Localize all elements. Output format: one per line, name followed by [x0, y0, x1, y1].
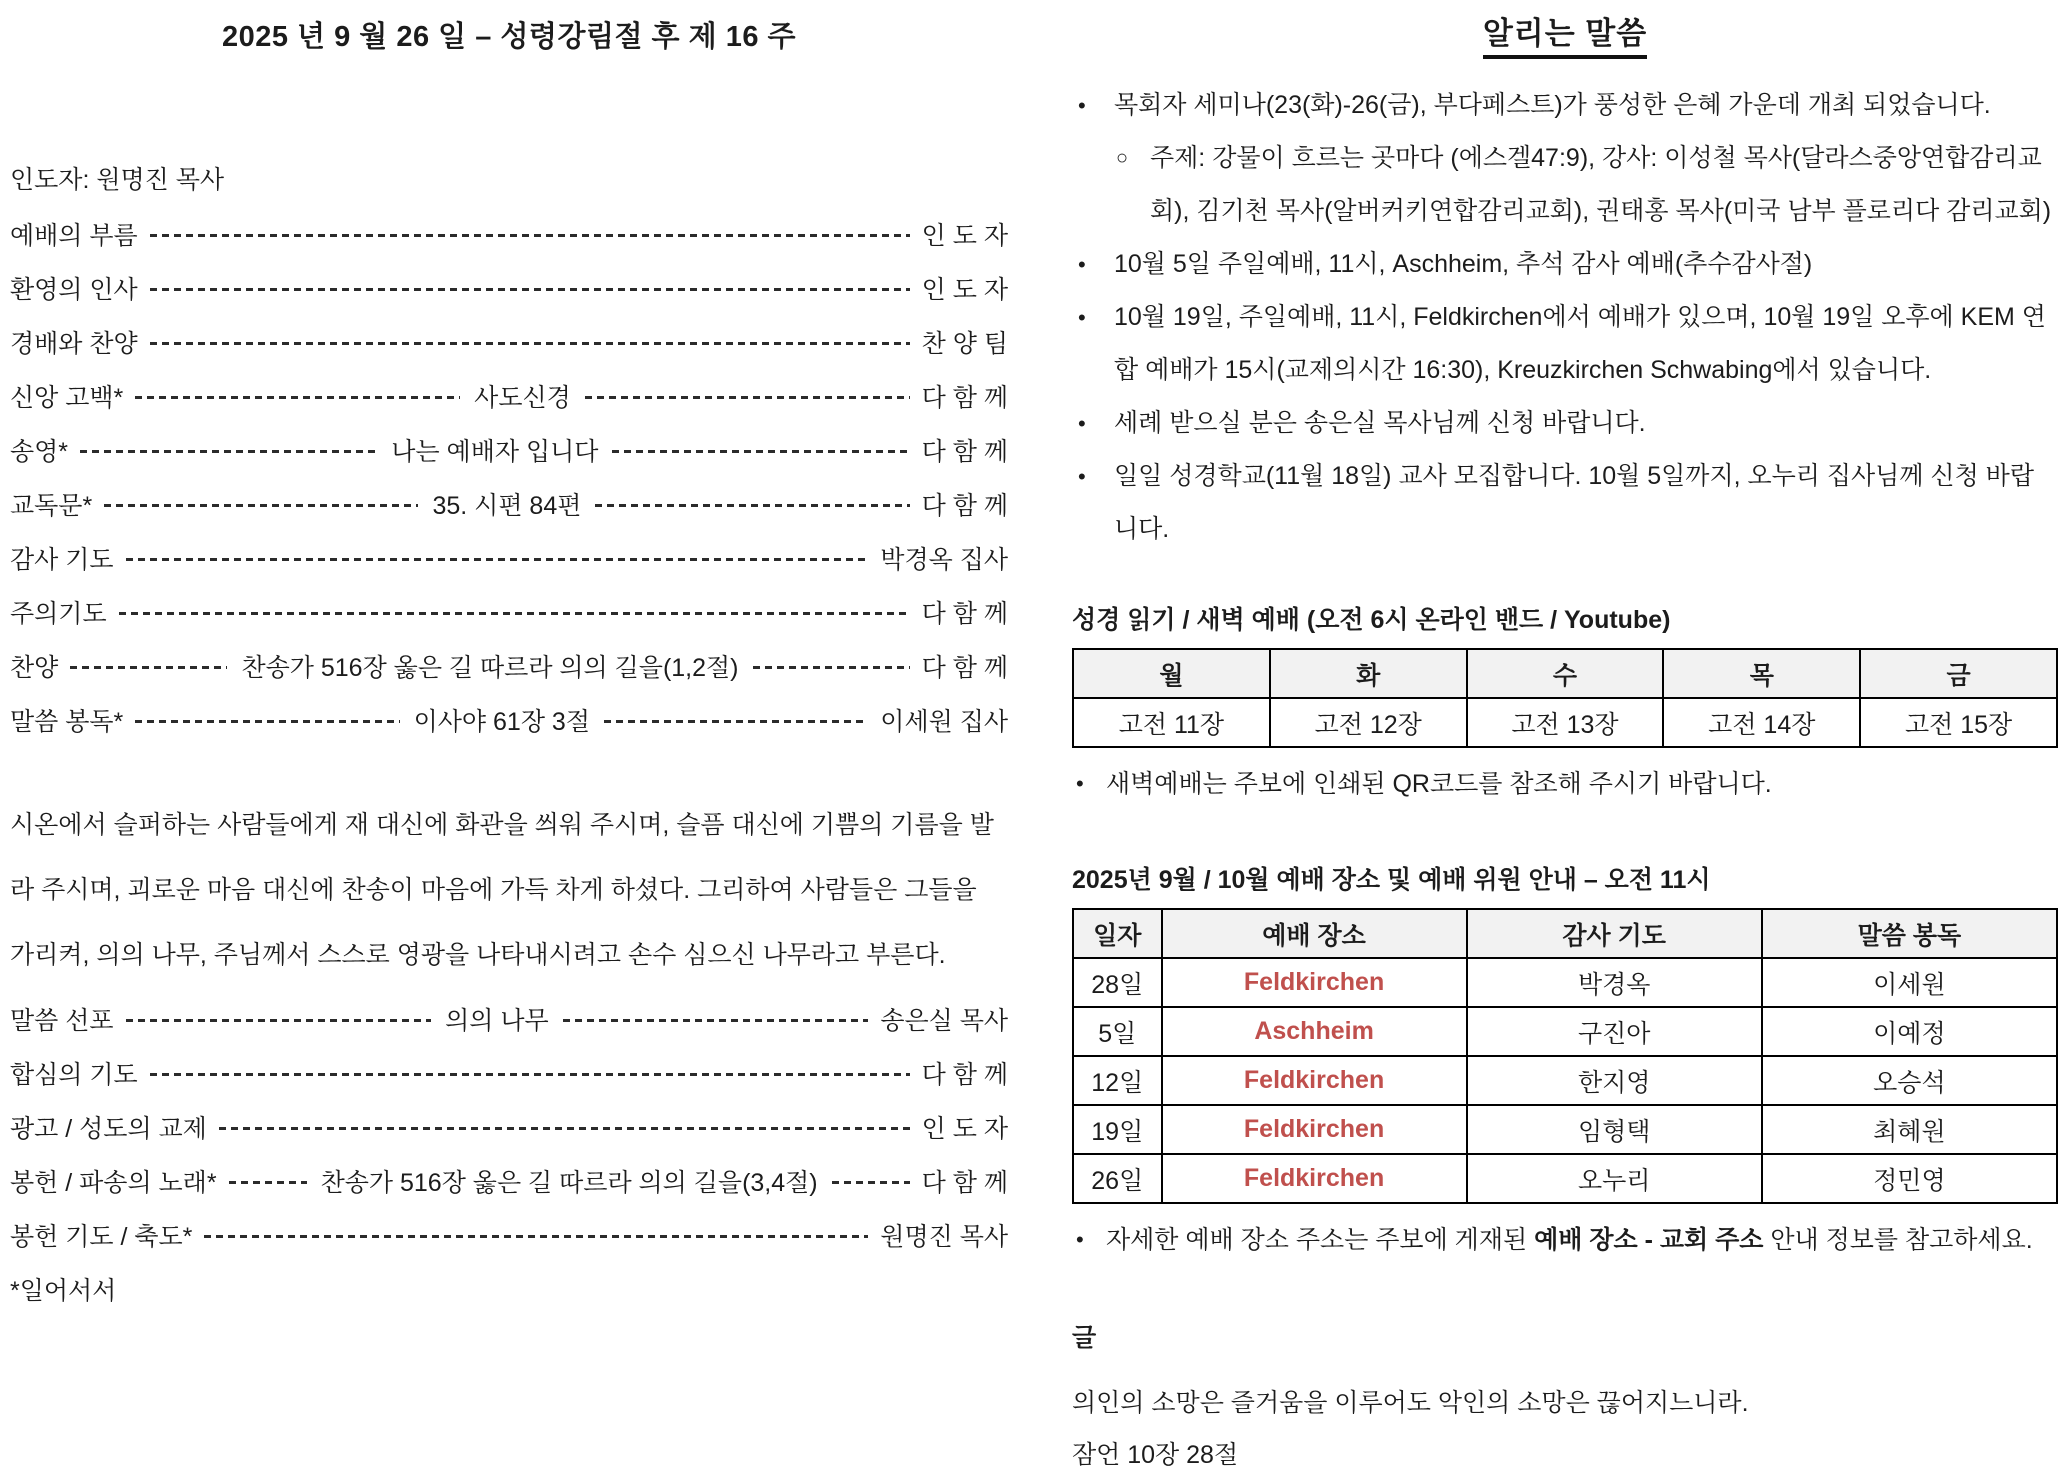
- bullet-icon: •: [1076, 771, 1084, 796]
- dotted-leader: [70, 666, 227, 669]
- date-cell: 19일: [1073, 1105, 1162, 1154]
- announcements-column: [1072, 0, 2058, 1480]
- order-item-who: 인 도 자: [921, 222, 1008, 250]
- order-row: [10, 477, 1008, 531]
- order-item-label: 합심의 기도: [10, 1061, 138, 1089]
- dotted-leader: [585, 396, 910, 399]
- order-item-detail: 사도신경: [474, 384, 571, 412]
- order-item-label: 경배와 찬양: [10, 330, 138, 358]
- reading-cell: 고전 13장: [1467, 698, 1664, 747]
- bullet-icon: •: [1078, 411, 1086, 436]
- order-item-label: 광고 / 성도의 교제: [10, 1115, 207, 1143]
- announcement-item: [1072, 238, 2058, 291]
- announcement-text: 세례 받으실 분은 송은실 목사님께 신청 바랍니다.: [1114, 409, 1646, 437]
- table-row: [1073, 698, 2057, 747]
- reading-note-text: 새벽예배는 주보에 인쇄된 QR코드를 참조해 주시기 바랍니다.: [1106, 770, 1772, 798]
- date-cell: 12일: [1073, 1056, 1162, 1105]
- quote-heading: 글: [1072, 1324, 1097, 1352]
- bullet-icon: •: [1076, 1227, 1084, 1252]
- date-cell: 26일: [1073, 1154, 1162, 1203]
- bullet-icon: •: [1078, 93, 1086, 118]
- announcement-item: [1072, 450, 2058, 556]
- order-row: [10, 585, 1008, 639]
- dotted-leader: [753, 666, 910, 669]
- worship-leader-line: 인도자: 원명진 목사: [10, 166, 225, 194]
- dotted-leader: [126, 1019, 432, 1022]
- dotted-leader: [604, 720, 868, 723]
- column-header: 목: [1663, 649, 1860, 698]
- announcement-item: [1072, 291, 2058, 397]
- announcement-subtext: 주제: 강물이 흐르는 곳마다 (에스겔47:9), 강사: 이성철 목사(달라스중앙연합감리교회), 김기천 목사(알버커키연합감리교회), 권태홍 목사(미국 남부 플로리다 감리교회): [1150, 144, 2052, 225]
- order-item-detail: 35. 시편 84편: [432, 492, 582, 520]
- announcement-text: 10월 19일, 주일예배, 11시, Feldkirchen에서 예배가 있으며, 10월 19일 오후에 KEM 연합 예배가 15시(교제의시간 16:30), Kreuzkirchen Schwabing에서 있습니다.: [1114, 303, 2046, 384]
- reading-cell: 고전 14장: [1663, 698, 1860, 747]
- stand-footnote: *일어서서: [10, 1277, 117, 1305]
- order-row: [10, 639, 1008, 693]
- reading-cell: 정민영: [1762, 1154, 2057, 1203]
- order-item-who: 원명진 목사: [880, 1223, 1008, 1251]
- dotted-leader: [104, 504, 418, 507]
- announcement-subitem: [1072, 132, 2058, 238]
- reading-cell: 이예정: [1762, 1007, 2057, 1056]
- schedule-note-text: [1106, 1214, 2033, 1266]
- order-item-who: 인 도 자: [921, 1115, 1008, 1143]
- date-cell: 28일: [1073, 958, 1162, 1007]
- worship-title: 2025 년 9 월 26 일 – 성령강림절 후 제 16 주: [221, 21, 797, 53]
- bullet-icon: •: [1078, 464, 1086, 489]
- order-item-label: 감사 기도: [10, 546, 114, 574]
- dotted-leader: [80, 450, 377, 453]
- order-item-label: 송영*: [10, 438, 69, 466]
- order-item-label: 말씀 봉독*: [10, 708, 124, 736]
- place-cell: Feldkirchen: [1162, 1154, 1467, 1203]
- announcement-text: 10월 5일 주일예배, 11시, Aschheim, 추석 감사 예배(추수감사절): [1114, 250, 1813, 278]
- order-row: [10, 1046, 1008, 1100]
- announcements-title-text: 알리는 말씀: [1483, 16, 1647, 59]
- announcements-list: [1072, 79, 2058, 556]
- worship-schedule-table: [1072, 908, 2058, 1204]
- order-item-who: 인 도 자: [921, 276, 1008, 304]
- order-row: [10, 1100, 1008, 1154]
- order-item-who: 다 함 께: [921, 492, 1008, 520]
- dotted-leader: [229, 1181, 307, 1184]
- dotted-leader: [612, 450, 909, 453]
- prayer-cell: 구진아: [1467, 1007, 1762, 1056]
- order-row: [10, 531, 1008, 585]
- dotted-leader: [150, 234, 910, 237]
- bible-reading-table: [1072, 648, 2058, 748]
- order-of-worship-list-2: [10, 992, 1008, 1262]
- place-cell: Feldkirchen: [1162, 1056, 1467, 1105]
- order-row: [10, 261, 1008, 315]
- order-item-label: 봉헌 기도 / 축도*: [10, 1223, 193, 1251]
- schedule-note-suffix: 안내 정보를 참고하세요.: [1763, 1226, 2033, 1254]
- table-row: [1073, 1007, 2057, 1056]
- column-header: 감사 기도: [1467, 909, 1762, 958]
- schedule-heading: 2025년 9월 / 10월 예배 장소 및 예배 위원 안내 – 오전 11시: [1072, 866, 1711, 894]
- dotted-leader: [219, 1127, 910, 1130]
- order-item-who: 이세원 집사: [880, 708, 1008, 736]
- column-header: 금: [1860, 649, 2057, 698]
- order-item-who: 송은실 목사: [880, 1007, 1009, 1035]
- order-row: [10, 992, 1008, 1046]
- order-item-detail: 찬송가 516장 옳은 길 따르라 의의 길을(1,2절): [241, 654, 739, 682]
- scripture-passage: 시온에서 슬퍼하는 사람들에게 재 대신에 화관을 씌워 주시며, 슬픔 대신에 기쁨의 기름을 발라 주시며, 괴로운 마음 대신에 찬송이 마음에 가득 차게 하셨다. 그리하여 사람들은 그들을 가리켜, 의의 나무, 주님께서 스스로 영광을 나타내시려고 손수 심으신 나무라고 부른다.: [10, 811, 994, 969]
- dotted-leader: [204, 1235, 868, 1238]
- reading-cell: 고전 12장: [1270, 698, 1467, 747]
- schedule-note-bold: 예배 장소 - 교회 주소: [1534, 1226, 1764, 1254]
- prayer-cell: 임형택: [1467, 1105, 1762, 1154]
- date-cell: 5일: [1073, 1007, 1162, 1056]
- announcement-text: 일일 성경학교(11월 18일) 교사 모집합니다. 10월 5일까지, 오누리 집사님께 신청 바랍니다.: [1114, 462, 2034, 543]
- place-cell: Aschheim: [1162, 1007, 1467, 1056]
- table-row: [1073, 1154, 2057, 1203]
- sub-bullet-icon: ○: [1116, 147, 1129, 169]
- prayer-cell: 한지영: [1467, 1056, 1762, 1105]
- quote-source: 잠언 10장 28절: [1072, 1441, 1239, 1469]
- order-item-label: 봉헌 / 파송의 노래*: [10, 1169, 217, 1197]
- place-cell: Feldkirchen: [1162, 1105, 1467, 1154]
- order-item-label: 교독문*: [10, 492, 93, 520]
- announcement-text: 목회자 세미나(23(화)-26(금), 부다페스트)가 풍성한 은혜 가운데 개최 되었습니다.: [1114, 91, 1991, 119]
- order-item-detail: 의의 나무: [445, 1007, 549, 1035]
- order-row: [10, 1154, 1008, 1208]
- order-row: [10, 315, 1008, 369]
- reading-cell: 오승석: [1762, 1056, 2057, 1105]
- column-header: 월: [1073, 649, 1270, 698]
- order-row: [10, 369, 1008, 423]
- order-item-who: 다 함 께: [921, 654, 1009, 682]
- order-item-who: 다 함 께: [921, 384, 1009, 412]
- table-row: [1073, 1105, 2057, 1154]
- table-row: [1073, 958, 2057, 1007]
- table-row: [1073, 1056, 2057, 1105]
- dotted-leader: [135, 720, 399, 723]
- order-item-detail: 이사야 61장 3절: [413, 708, 590, 736]
- reading-note: [1072, 758, 2058, 810]
- order-item-detail: 나는 예배자 입니다: [391, 438, 599, 466]
- order-item-who: 다 함 께: [921, 1169, 1008, 1197]
- dotted-leader: [563, 1019, 869, 1022]
- column-header: 말씀 봉독: [1762, 909, 2057, 958]
- table-header-row: [1073, 909, 2057, 958]
- column-header: 예배 장소: [1162, 909, 1467, 958]
- order-item-label: 주의기도: [10, 600, 107, 628]
- dotted-leader: [135, 396, 460, 399]
- place-cell: Feldkirchen: [1162, 958, 1467, 1007]
- order-item-detail: 찬송가 516장 옳은 길 따르라 의의 길을(3,4절): [320, 1169, 818, 1197]
- table-header-row: [1073, 649, 2057, 698]
- dotted-leader: [150, 1073, 910, 1076]
- dotted-leader: [119, 612, 910, 615]
- order-row: [10, 423, 1008, 477]
- bible-reading-heading: 성경 읽기 / 새벽 예배 (오전 6시 온라인 밴드 / Youtube): [1072, 606, 1671, 634]
- reading-cell: 고전 15장: [1860, 698, 2057, 747]
- column-header: 화: [1270, 649, 1467, 698]
- order-item-who: 다 함 께: [921, 1061, 1008, 1089]
- order-of-worship-list: [10, 207, 1008, 747]
- dotted-leader: [150, 342, 910, 345]
- announcements-title: [1072, 8, 2058, 53]
- order-item-who: 다 함 께: [921, 600, 1008, 628]
- announcement-item: [1072, 397, 2058, 450]
- reading-cell: 최혜원: [1762, 1105, 2057, 1154]
- column-header: 일자: [1073, 909, 1162, 958]
- schedule-note: [1072, 1214, 2058, 1266]
- order-item-who: 박경옥 집사: [880, 546, 1008, 574]
- order-item-label: 말씀 선포: [10, 1007, 114, 1035]
- prayer-cell: 오누리: [1467, 1154, 1762, 1203]
- order-item-who: 다 함 께: [921, 438, 1008, 466]
- dotted-leader: [150, 288, 910, 291]
- dotted-leader: [595, 504, 909, 507]
- order-item-label: 신앙 고백*: [10, 384, 124, 412]
- worship-order-column: [0, 0, 1008, 1480]
- bullet-icon: •: [1078, 252, 1086, 277]
- order-item-who: 찬 양 팀: [921, 330, 1008, 358]
- order-row: [10, 207, 1008, 261]
- bullet-icon: •: [1078, 305, 1086, 330]
- quote-text: 의인의 소망은 즐거움을 이루어도 악인의 소망은 끊어지느니라.: [1072, 1389, 1749, 1417]
- reading-cell: 이세원: [1762, 958, 2057, 1007]
- order-row: [10, 693, 1008, 747]
- order-row: [10, 1208, 1008, 1262]
- order-item-label: 환영의 인사: [10, 276, 138, 304]
- order-item-label: 예배의 부름: [10, 222, 138, 250]
- order-item-label: 찬양: [10, 654, 59, 682]
- schedule-note-prefix: 자세한 예배 장소 주소는 주보에 게재된: [1106, 1226, 1535, 1254]
- announcement-item: [1072, 79, 2058, 132]
- dotted-leader: [126, 558, 869, 561]
- reading-cell: 고전 11장: [1073, 698, 1270, 747]
- prayer-cell: 박경옥: [1467, 958, 1762, 1007]
- dotted-leader: [832, 1181, 910, 1184]
- column-header: 수: [1467, 649, 1664, 698]
